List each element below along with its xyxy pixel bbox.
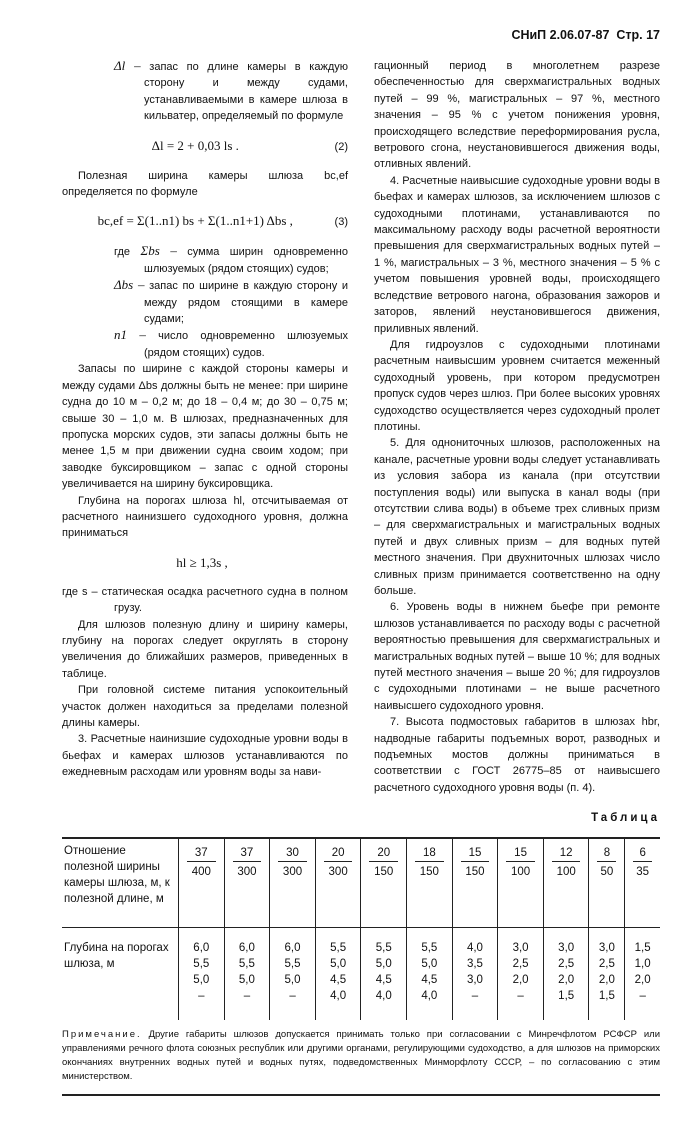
ratio-cell	[179, 838, 225, 928]
ratio-cell	[224, 838, 270, 928]
formula-2	[62, 137, 348, 156]
depth-value: 2,0	[634, 973, 651, 986]
depth-value: 1,5	[558, 989, 575, 1002]
ratio-cell	[407, 838, 453, 928]
lock-dimensions-table	[62, 837, 660, 1020]
depth-value: 6,0	[193, 941, 210, 954]
page-number: Стр. 17	[616, 28, 660, 42]
depth-value: 3,0	[466, 973, 483, 986]
width-value: 20	[369, 845, 398, 862]
depth-value: 1,5	[634, 941, 651, 954]
formula-number: (2)	[334, 140, 348, 153]
depth-value: 2,0	[558, 973, 575, 986]
depth-value: 2,5	[558, 957, 575, 970]
depth-cell	[589, 927, 625, 1020]
definition: сумма ширин одновременно шлюзуемых (рядом стоящих) судов;	[144, 246, 348, 275]
width-value: 6	[633, 845, 652, 862]
depth-value: –	[517, 989, 524, 1002]
divider	[62, 1094, 660, 1096]
depth-cell	[224, 927, 270, 1020]
depth-value: 5,0	[238, 973, 255, 986]
depth-value: 5,0	[330, 957, 347, 970]
formula-number: (3)	[334, 216, 348, 229]
width-value: 37	[233, 845, 262, 862]
depth-value: 3,0	[512, 941, 529, 954]
paragraph: Запасы по ширине с каждой стороны камеры и между судами Δbs должны быть не менее: при ширине судна до 10 м – 0,2 м; до 18 – 0,4 м; до 30 – 0,75 м; свыше 30 – 1,0 м. В шлюзах, предназначенных для пропуска морских судов, эти запасы должны быть не менее 1,5 м при движении судна своим ходом; при заводке буксировщиком – запас с одной стороны увеличивается на ширину буксировщика.	[62, 363, 348, 491]
depth-cell	[315, 927, 361, 1020]
row-label: Глубина на порогах шлюза, м	[64, 941, 169, 970]
depth-value: 2,5	[598, 957, 615, 970]
ratio-cell	[361, 838, 407, 928]
depth-value: 5,0	[375, 957, 392, 970]
depth-cell	[625, 927, 660, 1020]
formula-text: hl ≥ 1,3s ,	[176, 554, 228, 570]
ratio-cell	[498, 838, 544, 928]
depth-cell	[543, 927, 589, 1020]
width-value: 37	[187, 845, 216, 862]
ratio-cell	[589, 838, 625, 928]
length-value: 100	[510, 865, 531, 878]
ratio-cell	[452, 838, 498, 928]
depth-value: 3,5	[466, 957, 483, 970]
depth-cell	[452, 927, 498, 1020]
depth-value: 2,0	[512, 973, 529, 986]
length-value: 400	[191, 865, 211, 878]
depth-value: 5,0	[193, 973, 210, 986]
text-columns	[62, 58, 660, 796]
formula-4	[62, 554, 348, 572]
depth-value: 3,0	[598, 941, 615, 954]
symbol: Σbs –	[140, 243, 177, 259]
paragraph: 7. Высота подмостовых габаритов в шлюзах hbr, надводные габариты подъемных ворот, разводных и подъемных мостов должны приниматься в соответствии с ГОСТ 26775–85 от наивысшего расчетного судоходного уровня воды (п. 4).	[374, 716, 660, 794]
ratio-cell	[315, 838, 361, 928]
length-value: 300	[282, 865, 303, 878]
ratio-cell	[625, 838, 660, 928]
depth-cell	[179, 927, 225, 1020]
depth-value: 2,0	[598, 973, 615, 986]
length-value: 100	[556, 865, 576, 878]
depth-value: 5,0	[284, 973, 301, 986]
symbol: где s –	[62, 585, 98, 598]
depth-value: 2,5	[512, 957, 529, 970]
length-value: 150	[374, 865, 394, 878]
formula-text: bc,ef = Σ(1..n1) bs + Σ(1..n1+1) Δbs ,	[97, 213, 293, 229]
depth-value: 5,5	[330, 941, 347, 954]
definition: число одновременно шлюзуемых (рядом стоящих) судов.	[144, 330, 348, 359]
doc-number: СНиП 2.06.07-87	[511, 28, 610, 42]
depth-value: 3,0	[558, 941, 575, 954]
depth-value: –	[243, 989, 251, 1002]
paragraph: 3. Расчетные наинизшие судоходные уровни воды в бьефах и камерах шлюзов устанавливаются по ежедневным расходам или уровням воды за нави-	[62, 733, 348, 779]
depth-value: 4,0	[330, 989, 347, 1002]
paragraph: 4. Расчетные наивысшие судоходные уровни воды в бьефах и камерах шлюзов, за исключением шлюзов с судоходными плотинами, устанавливаются по максимальному расходу воды расчетной вероятности превышения для сверхмагистральных водных путей – 1 %, магистральных – 3 %, местного значения – 5 % с учетом повышения уровней воды, происходящего вследствие ветрового нагона, образования зажоров и заторов, явлений неустановившегося движения, приливных явлений.	[374, 174, 660, 335]
formula-3	[62, 212, 348, 231]
depth-value: –	[289, 989, 296, 1002]
paragraph: При головной системе питания успокоительный участок должен находиться за пределами полезной длины камеры.	[62, 684, 348, 729]
width-value: 15	[461, 845, 490, 862]
paragraph: Полезная ширина камеры шлюза bc,ef определяется по формуле	[62, 169, 348, 199]
depth-value: 1,0	[634, 957, 651, 970]
length-value: 50	[600, 865, 614, 878]
paragraph: 5. Для однониточных шлюзов, расположенных на канале, расчетные уровни воды следует устанавливать из условия забора из канала (при отсутствии поступления воды) или выпуска в канал воды (при отсутствии слива воды) в объеме трех сливных призм – для сверхмагистральных и магистральных водных путей и двух сливных призм – для водных путей местного значения. При двухниточных шлюзах число сливных призм принимается соответственно на одну больше.	[374, 437, 660, 597]
ratio-cell	[270, 838, 316, 928]
depth-cell	[407, 927, 453, 1020]
length-value: 150	[465, 865, 485, 878]
symbol: Δbs –	[114, 277, 145, 293]
length-value: 300	[237, 865, 257, 878]
where-label: где	[114, 246, 131, 259]
depth-value: 6,0	[238, 941, 255, 954]
length-value: 300	[328, 865, 348, 878]
depth-value: 4,0	[375, 989, 392, 1002]
depth-value: –	[198, 989, 205, 1002]
paragraph: Для гидроузлов с судоходными плотинами расчетным наивысшим уровнем считается меженный судоходный уровень, при котором предусмотрен пропуск судов через шлюз. При более высоких уровнях судоходство осуществляется через судоходный пролет плотины.	[374, 338, 660, 433]
depth-value: 4,5	[421, 973, 438, 986]
length-value: 35	[636, 865, 650, 878]
row-label: Отношение полезной ширины камеры шлюза, м, к полезной длине, м	[62, 838, 179, 928]
width-value: 18	[415, 845, 444, 862]
table-note	[62, 1028, 660, 1084]
paragraph: Для шлюзов полезную длину и ширину камеры, глубину на порогах следует округлять в сторону увеличения до ближайших размеров, приведенных в таблице.	[62, 618, 348, 680]
formula-text: Δl = 2 + 0,03 ls .	[151, 137, 239, 153]
width-value: 30	[278, 845, 307, 862]
depth-value: 5,5	[238, 957, 255, 970]
paragraph: гационный период в многолетнем разрезе обеспеченностью для сверхмагистральных водных путей – 99 %, магистральных – 97 %, местного значения – 95 % с учетом понижения уровня, происходящего вследствие переформирования русла, ветрового сгона, неустановившегося движения воды, отливных явлений.	[374, 60, 660, 171]
definition: запас по длине камеры в каждую сторону и между судами, устанавливаемыми в камере шлюза в кильватер, определяемый по формуле	[144, 61, 348, 123]
depth-value: 4,5	[330, 973, 347, 986]
depth-cell	[498, 927, 544, 1020]
paragraph: Глубина на порогах шлюза hl, отсчитываемая от расчетного наинизшего судоходного уровня, должна приниматься	[62, 494, 348, 540]
paragraph: 6. Уровень воды в нижнем бьефе при ремонте шлюзов устанавливается по расходу воды с расчетной вероятностью превышения для сверхмагистральных и магистральных водных путей – выше 10 %; для водных путей местного значения – выше 20 %; для гидроузлов с судоходными плотинами – не выше расчетного наивысшего судоходного уровня.	[374, 601, 660, 712]
width-value: 12	[552, 845, 581, 862]
symbol: Δl –	[114, 58, 141, 73]
width-value: 20	[324, 845, 353, 862]
definition: статическая осадка расчетного судна в полном грузу.	[101, 585, 348, 615]
depth-value: –	[639, 989, 646, 1002]
table-caption: Таблица	[591, 812, 660, 825]
depth-value: 4,0	[466, 941, 483, 954]
depth-value: 5,5	[375, 941, 392, 954]
depth-value: 5,5	[284, 957, 301, 970]
depth-value: 1,5	[598, 989, 615, 1002]
left-column	[62, 58, 348, 781]
table-row	[62, 927, 660, 1020]
right-column	[374, 58, 660, 796]
depth-value: 5,0	[421, 957, 438, 970]
definition: запас по ширине в каждую сторону и между рядом стоящими в камере судами;	[144, 280, 348, 326]
depth-cell	[361, 927, 407, 1020]
symbol: n1 –	[114, 327, 146, 343]
width-value: 8	[597, 845, 616, 862]
depth-value: 6,0	[284, 941, 301, 954]
depth-value: –	[471, 989, 479, 1002]
ratio-cell	[543, 838, 589, 928]
depth-value: 4,5	[375, 973, 392, 986]
note-label: Примечание.	[62, 1028, 142, 1040]
depth-value: 5,5	[193, 957, 210, 970]
length-value: 150	[419, 865, 439, 878]
depth-cell	[270, 927, 316, 1020]
depth-value: 5,5	[421, 941, 438, 954]
depth-value: 4,0	[421, 989, 438, 1002]
width-value: 15	[506, 845, 535, 862]
page-header	[62, 26, 660, 44]
table-row	[62, 838, 660, 928]
note-text: Другие габариты шлюзов допускается принимать только при согласовании с Минречфлотом РСФСР или управлениями речного флота союзных республик или другими органами, регулирующими судоходство, а для шлюзов на приморских окончаниях внутренних водных путей и водных путях, подведомственных Минморфлоту СССР, – по согласованию с этим министерством.	[62, 1028, 661, 1082]
